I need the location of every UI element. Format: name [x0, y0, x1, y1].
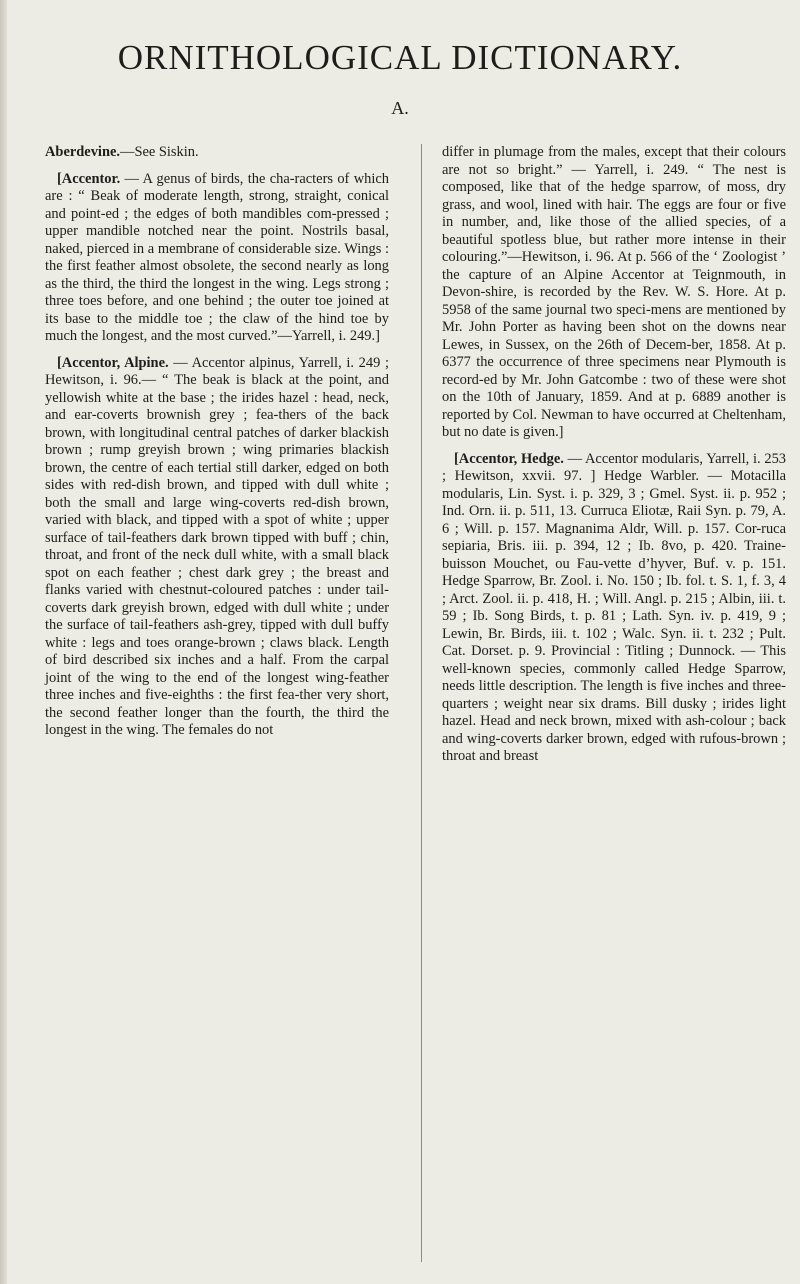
entry-accentor-alpine	[45, 355, 389, 740]
left-column	[45, 144, 389, 749]
entry-title: [Accentor, Hedge.	[454, 450, 564, 467]
section-letter: A.	[391, 98, 409, 118]
page-header: ORNITHOLOGICAL DICTIONARY.	[117, 38, 683, 77]
entry-text: —See Siskin.	[120, 144, 199, 160]
right-column	[442, 144, 786, 775]
column-divider	[421, 144, 422, 1262]
entry-aberdevine	[45, 144, 389, 162]
entry-text: — A genus of birds, the cha-racters of which are : “ Beak of moderate length, strong, straight, conical and point-ed ; the edges of both mandibles com-pressed ; upper mandible notched near the point. Nostrils basal, naked, pierced in a membrane of considerable size. Wings : the first feather almost obsolete, the second nearly as long as the third, the third the longest in the wing. Legs strong ; three toes before, and one behind ; the outer toe joined at its base to the middle toe ; the claw of the hind toe by much the longest, and the most curved.”—Yarrell, i. 249.]	[45, 170, 389, 344]
entry-text: differ in plumage from the males, except that their colours are not so bright.” — Yarrell, i. 249. “ The nest is composed, like that of the hedge sparrow, of moss, dry grass, and wool, lined with hair. The eggs are four or five in number, and, like those of the allied species, of a beautiful spotless blue, but rather more intense in their colouring.”—Hewitson, i. 96. At p. 566 of the ‘ Zoologist ’ the capture of an Alpine Accentor at Teignmouth, in Devon-shire, is recorded by the Rev. W. S. Hore. At p. 5958 of the same journal two speci-mens are mentioned by Mr. John Porter as having been shot on the downs near Lewes, in Sussex, on the 26th of Decem-ber, 1858. At p. 6377 the occurrence of three specimens near Plymouth is record-ed by Mr. John Gatcombe : two of these were shot on the 10th of January, 1859. And at p. 6889 another is reported by Col. Newman to have occurred at Cheltenham, but no date is given.]	[442, 144, 786, 440]
entry-title: [Accentor.	[57, 170, 121, 187]
entry-accentor-hedge	[442, 451, 786, 766]
entry-text: — Accentor alpinus, Yarrell, i. 249 ; Hewitson, i. 96.— “ The beak is black at the point, and yellowish white at the base ; the irides hazel : head, neck, and ear-coverts brownish grey ; fea-thers of the back brown, with longitudinal central patches of darker blackish brown ; rump greyish brown ; wing primaries blackish brown, the centre of each tertial still darker, edged on both sides with red-dish brown, and tipped with dull white ; both the small and large wing-coverts red-dish brown, varied with black, and tipped with a spot of white ; upper surface of tail-feathers dark brown tipped with buff ; chin, throat, and front of the neck dull white, with a small black spot on each feather ; chest dark grey ; the breast and flanks varied with chestnut-coloured patches : under tail-coverts dark greyish brown, edged with dull white ; under the surface of tail-feathers ash-grey, tipped with dull buffy white : legs and toes orange-brown ; claws black. Length of bird described six inches and a half. From the carpal joint of the wing to the end of the longest wing-feather three inches and five-eighths : the first fea-ther very short, the second feather longer than the fourth, the third the longest in the wing. The females do not	[45, 354, 389, 738]
entry-accentor-genus	[45, 171, 389, 346]
entry-accentor-alpine-continued	[442, 144, 786, 442]
entry-text: — Accentor modularis, Yarrell, i. 253 ; Hewitson, xxvii. 97. ] Hedge Warbler. — Motacilla modularis, Lin. Syst. i. p. 329, 3 ; Gmel. Syst. ii. p. 952 ; Ind. Orn. ii. p. 511, 13. Curruca Eliotæ, Raii Syn. p. 79, A. 6 ; Will. p. 157. Magnanima Aldr, Will. p. 157. Cor-ruca sepiaria, Bris. iii. p. 394, 12 ; Ib. 8vo, p. 420. Traine-buisson Mouchet, ou Fau-vette d’hyver, Buf. v. p. 151. Hedge Sparrow, Br. Zool. i. No. 150 ; Ib. fol. t. S. 1, f. 3, 4 ; Arct. Zool. ii. p. 418, H. ; Will. Angl. p. 215 ; Albin, iii. t. 59 ; Ib. Song Birds, t. p. 81 ; Lath. Syn. iv. p. 419, 9 ; Lewin, Br. Birds, iii. t. 102 ; Walc. Syn. ii. t. 232 ; Pult. Cat. Dorset. p. 9. Provincial : Titling ; Dunnock. — This well-known species, commonly called Hedge Sparrow, needs little description. The length is five inches and three-quarters ; weight near six drams. Bill dusky ; irides light hazel. Head and neck brown, mixed with ash-colour ; back and wing-coverts darker brown, edged with rufous-brown ; throat and breast	[442, 450, 787, 764]
entry-title: [Accentor, Alpine.	[57, 354, 169, 371]
entry-title: Aberdevine.	[45, 144, 120, 160]
page-spine-edge	[0, 0, 7, 1284]
